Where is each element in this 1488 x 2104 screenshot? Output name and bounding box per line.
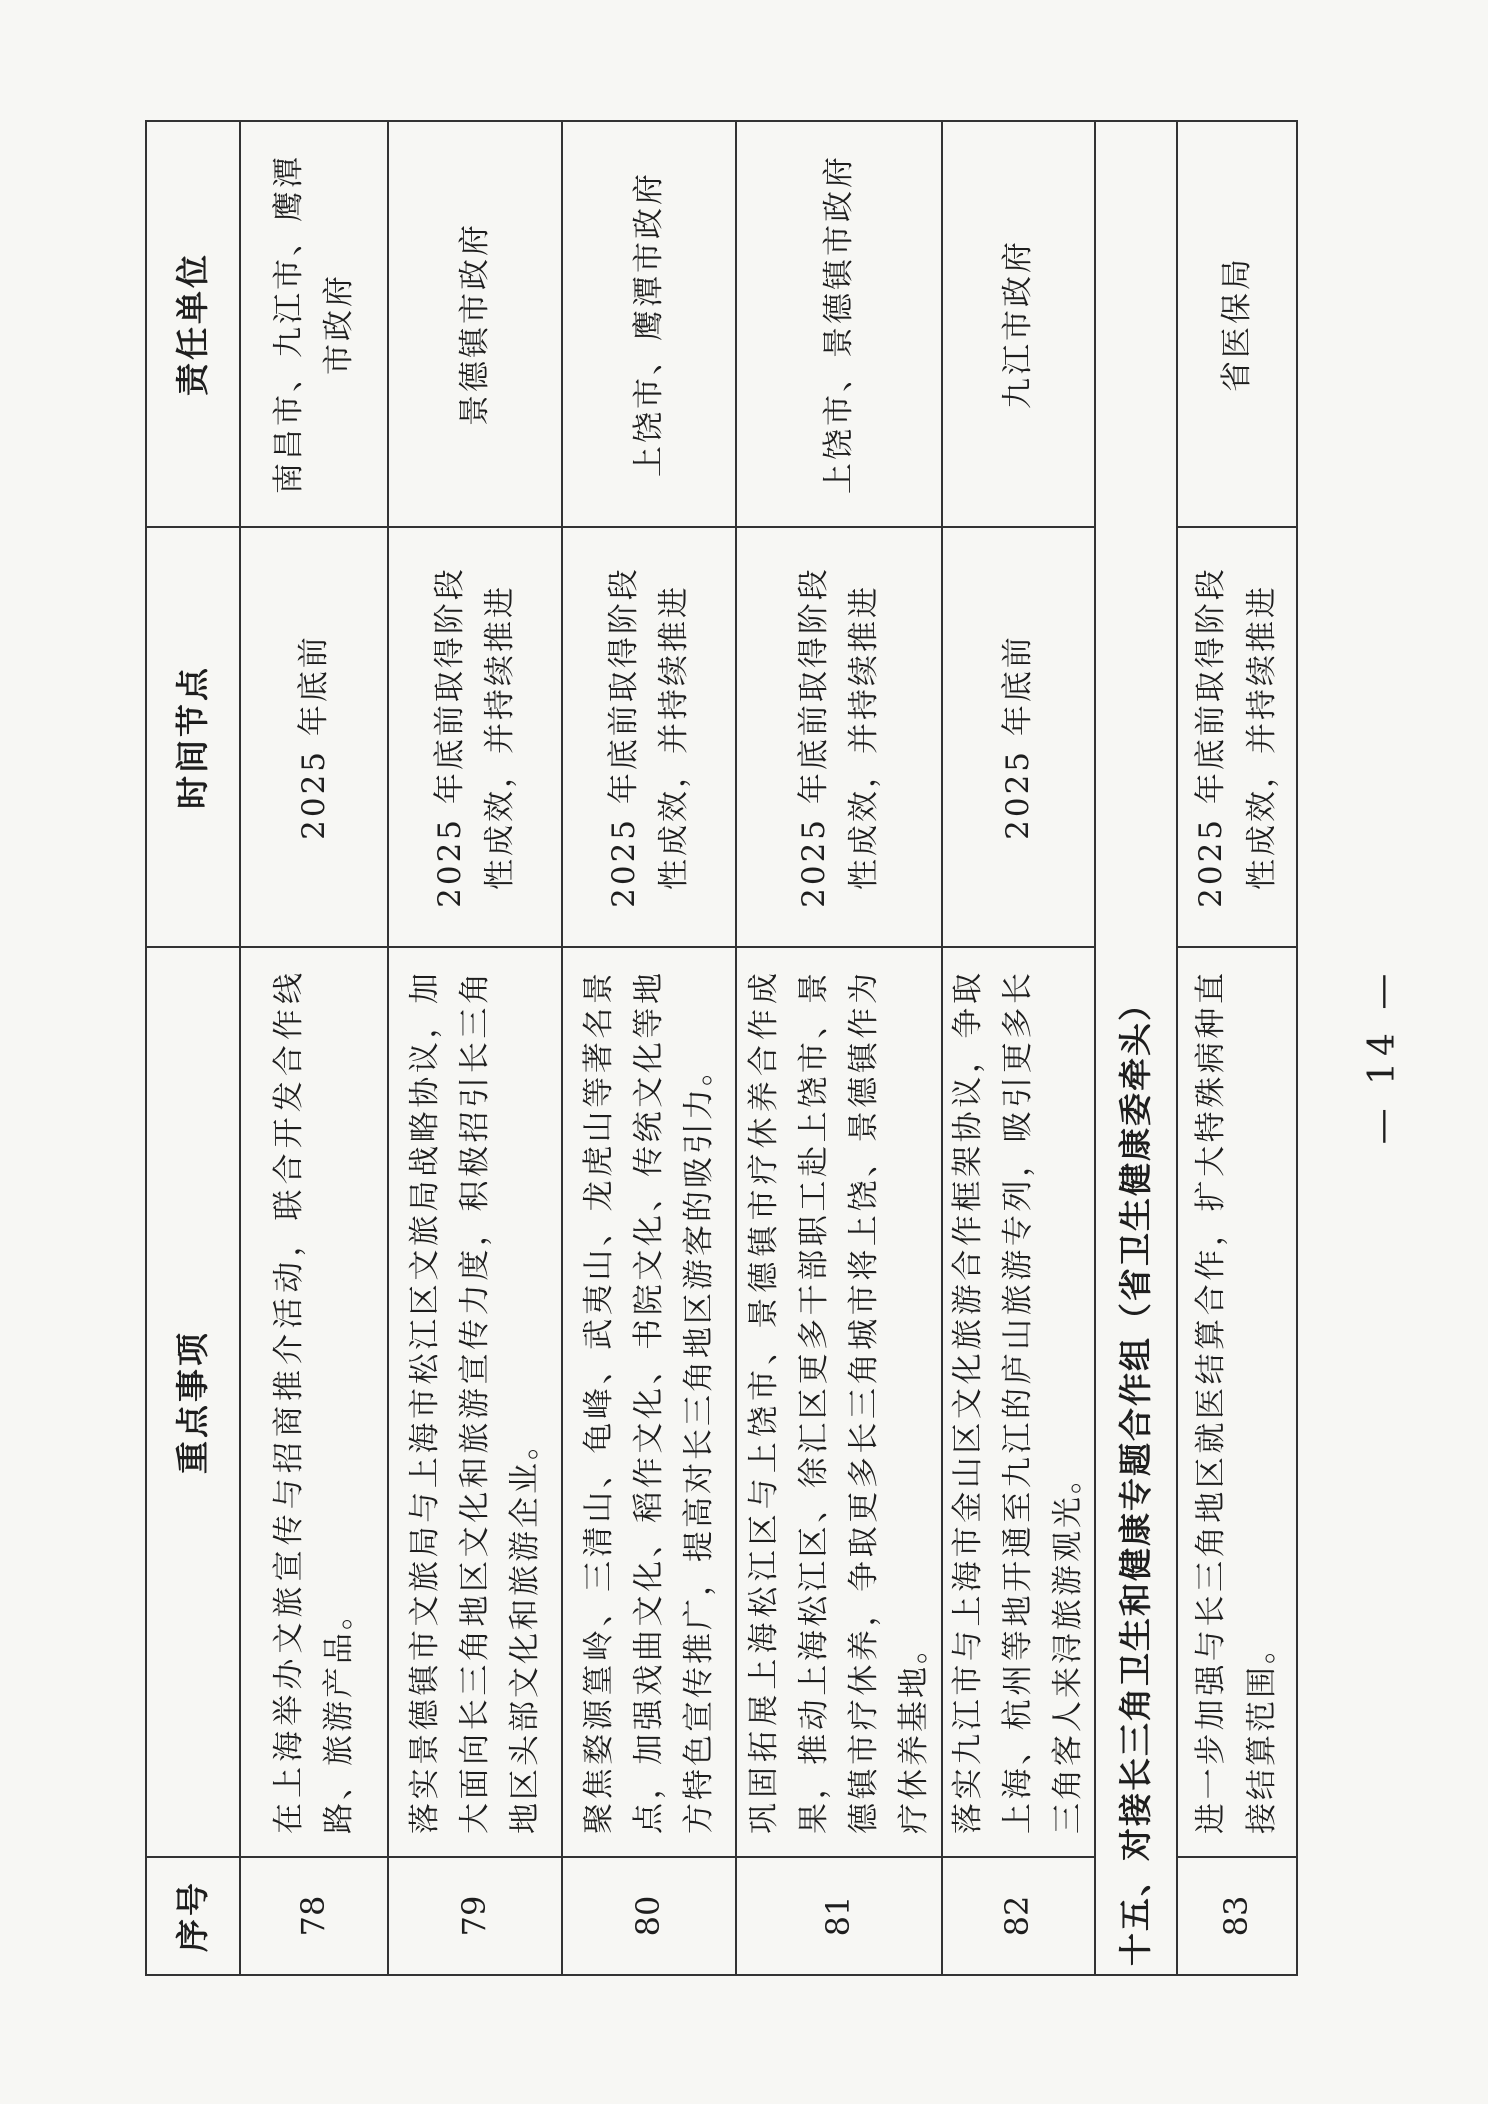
header-seq: 序号 xyxy=(146,1857,240,1975)
row-seq: 80 xyxy=(562,1857,736,1975)
row-item: 落实景德镇市文旅局与上海市松江区文旅局战略协议，加大面向长三角地区文化和旅游宣传力度，积极招引长三角地区头部文化和旅游企业。 xyxy=(388,947,562,1857)
row-unit: 南昌市、九江市、鹰潭市政府 xyxy=(240,121,388,527)
row-seq: 81 xyxy=(736,1857,942,1975)
table-row xyxy=(1177,121,1297,1975)
row-time: 2025 年底前 xyxy=(240,527,388,947)
row-item: 落实九江市与上海市金山区文化旅游合作框架协议，争取上海、杭州等地开通至九江的庐山旅游专列，吸引更多长三角客人来浔旅游观光。 xyxy=(942,947,1095,1857)
row-time: 2025 年底前取得阶段性成效，并持续推进 xyxy=(388,527,562,947)
table-row xyxy=(736,121,942,1975)
header-item: 重点事项 xyxy=(146,947,240,1857)
table-row xyxy=(388,121,562,1975)
row-unit: 上饶市、景德镇市政府 xyxy=(736,121,942,527)
table-row xyxy=(562,121,736,1975)
row-item: 在上海举办文旅宣传与招商推介活动，联合开发合作线路、旅游产品。 xyxy=(240,947,388,1857)
section-heading: 十五、对接长三角卫生和健康专题合作组（省卫生健康委牵头） xyxy=(1095,121,1177,1975)
row-time: 2025 年底前取得阶段性成效，并持续推进 xyxy=(1177,527,1297,947)
row-seq: 78 xyxy=(240,1857,388,1975)
row-unit: 省医保局 xyxy=(1177,121,1297,527)
row-unit: 上饶市、鹰潭市政府 xyxy=(562,121,736,527)
row-item: 聚焦婺源篁岭、三清山、龟峰、武夷山、龙虎山等著名景点，加强戏曲文化、稻作文化、书院文化、传统文化等地方特色宣传推广，提高对长三角地区游客的吸引力。 xyxy=(562,947,736,1857)
header-row xyxy=(146,121,240,1975)
row-time: 2025 年底前取得阶段性成效，并持续推进 xyxy=(736,527,942,947)
row-item: 巩固拓展上海松江区与上饶市、景德镇市疗休养合作成果，推动上海松江区、徐汇区更多干部职工赴上饶市、景德镇市疗休养，争取更多长三角城市将上饶、景德镇作为疗休养基地。 xyxy=(736,947,942,1857)
row-seq: 82 xyxy=(942,1857,1095,1975)
header-unit: 责任单位 xyxy=(146,121,240,527)
row-seq: 83 xyxy=(1177,1857,1297,1975)
table-row xyxy=(942,121,1095,1975)
row-item: 进一步加强与长三角地区就医结算合作，扩大特殊病种直接结算范围。 xyxy=(1177,947,1297,1857)
table-row xyxy=(240,121,388,1975)
row-time: 2025 年底前 xyxy=(942,527,1095,947)
task-table xyxy=(145,120,1298,1976)
header-time: 时间节点 xyxy=(146,527,240,947)
row-unit: 景德镇市政府 xyxy=(388,121,562,527)
row-seq: 79 xyxy=(388,1857,562,1975)
page-number: — 14 — xyxy=(1362,967,1403,1145)
row-time: 2025 年底前取得阶段性成效，并持续推进 xyxy=(562,527,736,947)
row-unit: 九江市政府 xyxy=(942,121,1095,527)
section-row xyxy=(1095,121,1177,1975)
